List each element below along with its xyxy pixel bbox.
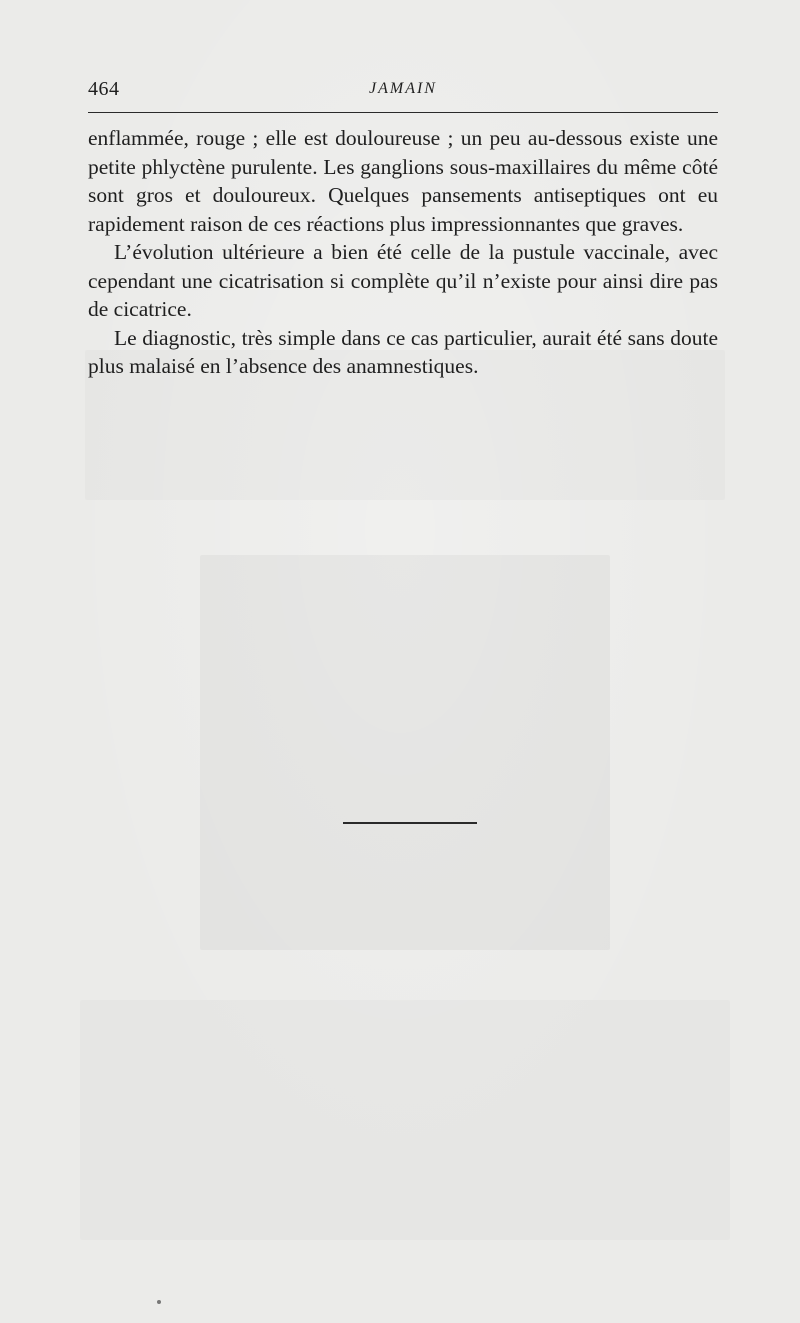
show-through-image: [200, 555, 610, 950]
running-head: JAMAIN: [369, 80, 437, 97]
show-through-text-bottom: [80, 1000, 730, 1240]
paragraph-2: L’évolution ultérieure a bien été celle de la pustule vaccinale, avec cependant une cicatrisation si complète qu’il n’existe pour ainsi dire pas de cicatrice.: [88, 240, 718, 321]
paragraph-3: Le diagnostic, très simple dans ce cas particulier, aurait été sans doute plus malaisé en l’absence des anamnestiques.: [88, 325, 718, 378]
header-rule: [88, 112, 718, 113]
body-text: [88, 124, 718, 381]
paper-speck: [157, 1300, 161, 1304]
page-number: 464: [88, 78, 120, 100]
paragraph-1: enflammée, rouge ; elle est douloureuse ; un peu au-dessous existe une petite phlyctène purulente. Les ganglions sous-maxillaires du même côté sont gros et douloureux. Quelques pansements antiseptiques ont eu rapidement raison de ces réactions plus impressionnantes que graves.: [88, 126, 718, 236]
page-header: [88, 72, 718, 112]
section-end-rule: [343, 822, 477, 824]
